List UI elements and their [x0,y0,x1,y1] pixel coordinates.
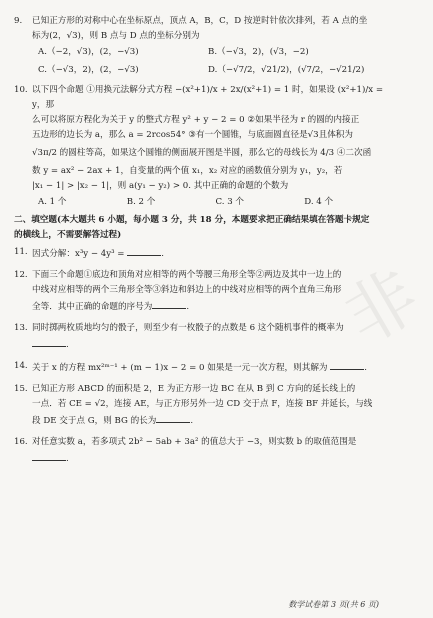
options-row [14,195,393,210]
answer-blank[interactable] [156,412,190,423]
question-10 [14,83,393,194]
period: . [161,249,164,259]
option-d: D.（−√7/2，√21/2)，(√7/2，−√21/2) [208,65,365,75]
period: . [190,416,194,426]
option-b: B. 2 个 [126,197,156,207]
answer-blank[interactable] [152,298,186,309]
question-text: 中线对应相等的两个三角形全等③斜边和斜边上的中线对应相等的两个直角三角形 [32,285,342,295]
question-text: 下面三个命题①底边和顶角对应相等的两个等腰三角形全等②两边及其中一边上的 [32,270,342,280]
question-text: 已知正方形 ABCD 的面积是 2，E 为正方形一边 BC 在从 B 到 C 方向的延长线上的 [32,384,356,394]
option-a: A.（−2，√3)，(2，−√3) [38,47,139,57]
answer-blank[interactable] [32,450,66,461]
question-text: 关于 x 的方程 mx²ᵐ⁻¹ + (m − 1)x − 2 = 0 如果是一元一次方程，则其解为 [32,363,328,373]
question-text: 已知正方形的对称中心在坐标原点，顶点 A，B，C，D 按逆时针依次排列，若 A 点的坐 [32,16,368,26]
period: . [66,340,69,350]
question-number: 10. [14,85,28,95]
question-text-part: 段 DE 交于点 G，则 BG 的长为 [32,416,157,426]
period: . [364,363,367,373]
option-d: D. 4 个 [304,197,334,207]
section-header [14,213,393,243]
section-title: 二、填空题(本大题共 6 小题，每小题 3 分，共 18 分，本题要求把正确结果填在答题卡规定 [14,215,370,225]
question-16 [14,435,393,467]
option-b: B.（−√3，2)，(√3，−2) [208,47,309,57]
answer-blank[interactable] [127,245,161,256]
question-12 [14,268,393,315]
option-a: A. 1 个 [38,197,67,207]
question-number: 11. [14,247,28,257]
answer-blank[interactable] [330,359,364,370]
question-13 [14,321,393,353]
watermark: 非 [330,254,433,361]
question-text: 同时掷两枚质地均匀的骰子，则至少有一枚骰子的点数是 6 这个随机事件的概率为 [32,323,344,333]
question-text [32,298,393,315]
question-text: 因式分解：x³y − 4y³ = [32,249,125,259]
question-number: 13. [14,323,28,333]
question-number: 16. [14,437,28,447]
question-text: 对任意实数 a，若多项式 2b² − 5ab + 3a² 的值总大于 −3，则实数 b 的取值范围是 [32,437,357,447]
period: . [186,302,190,312]
question-text-part: 全等．其中正确的命题的序号为 [32,302,153,312]
answer-line [32,450,393,467]
question-15 [14,382,393,429]
question-text: √3π/2 的圆柱等高，如果这个圆锥的侧面展开图是半圆，那么它的母线长为 4/3 ④二次函 [32,148,372,158]
answer-line [32,336,393,353]
question-text: 以下四个命题 ①用换元法解分式方程 −(x²+1)/x + 2x/(x²+1) = 1 时，如果设 (x²+1)/x = y，那 [32,85,384,110]
question-number: 12. [14,270,28,280]
question-11 [14,245,393,262]
period: . [66,454,69,464]
question-number: 14. [14,361,28,371]
option-c: C. 3 个 [215,197,245,207]
question-text: 五边形的边长为 a，那么 a = 2rcos54° ③有一个圆锥，与底面圆直径是√3且体积为 [32,130,353,140]
page-footer: 数学试卷第 3 页(共 6 页) [288,600,379,609]
section-title: 的横线上，不需要解答过程) [14,230,122,240]
question-text: 一点．若 CE = √2，连接 AE，与正方形另外一边 CD 交于点 F，连接 BF 并延长，与线 [32,399,373,409]
question-14 [14,359,393,376]
question-text: 么可以将原方程化为关于 y 的整式方程 y² + y − 2 = 0 ②如果半径为 r 的圆的内接正 [32,115,360,125]
question-text: |x₁ − 1| > |x₂ − 1|，则 a(y₁ − y₂) > 0. 其中正确的命题的个数为 [32,181,289,191]
answer-blank[interactable] [32,336,66,347]
question-number: 9. [14,16,23,26]
options-row [14,63,393,78]
question-9 [14,14,393,44]
option-c: C.（−√3，2)，(2，−√3) [38,65,139,75]
question-text: 标为(2，√3)，则 B 点与 D 点的坐标分别为 [32,31,200,41]
question-number: 15. [14,384,28,394]
options-row [14,45,393,60]
question-text: 数 y = ax² − 2ax + 1，自变量的两个值 x₁，x₂ 对应的函数值分别为 y₁，y₂，若 [32,166,343,176]
question-text [32,412,393,429]
